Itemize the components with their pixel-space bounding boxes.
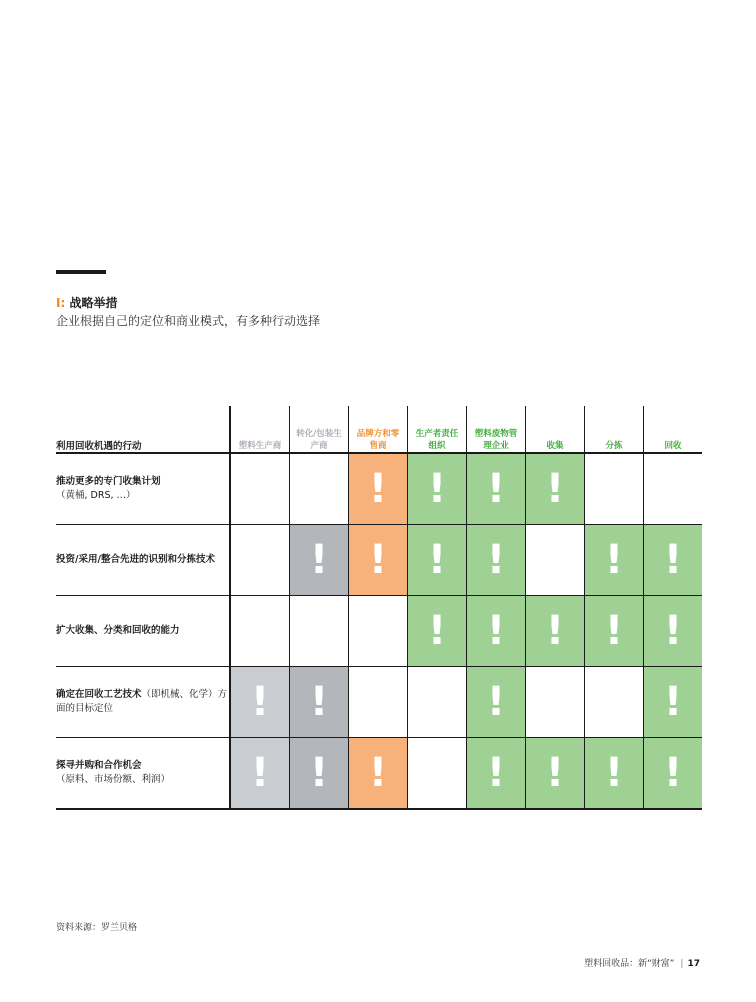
matrix-cell-marked: ! [585,738,644,810]
row-action-label: 投资/采用/整合先进的识别和分拣技术 [56,525,230,596]
section-number: I: [56,296,66,310]
matrix-cell-marked: ! [644,525,703,596]
section-title [56,294,117,311]
column-header: 回收 [644,406,703,453]
matrix-cell [585,453,644,525]
table-row [56,738,702,810]
matrix-cell-marked: ! [467,525,526,596]
matrix-cell-marked: ! [230,738,290,810]
row-action-label: 推动更多的专门收集计划 （黄桶, DRS, …） [56,453,230,525]
matrix-cell-marked: ! [290,738,349,810]
accent-bar [56,270,106,274]
matrix-cell-marked: ! [644,667,703,738]
matrix-cell-marked: ! [349,453,408,525]
section-subtitle: 企业根据自己的定位和商业模式，有多种行动选择 [56,314,321,328]
matrix-cell-marked: ! [467,453,526,525]
matrix-cell-marked: ! [644,596,703,667]
footer-title: 塑料回收品：新“财富” [584,959,675,969]
matrix-cell-marked: ! [349,738,408,810]
matrix-cell [349,596,408,667]
matrix-cell-marked: ! [526,453,585,525]
table-body [56,453,702,809]
column-header: 生产者责任 组织 [408,406,467,453]
matrix-cell [230,525,290,596]
section-title-text: 战略举措 [69,296,118,310]
matrix-cell [526,667,585,738]
matrix-cell-marked: ! [585,525,644,596]
matrix-cell-marked: ! [349,525,408,596]
matrix-cell [230,596,290,667]
table-header-row [56,406,702,453]
matrix-cell [230,453,290,525]
matrix-cell-marked: ! [585,596,644,667]
page-number: 17 [687,959,700,969]
matrix-cell [349,667,408,738]
action-column-header: 利用回收机遇的行动 [56,406,230,453]
matrix-cell-marked: ! [526,596,585,667]
column-header: 品牌方和零 售商 [349,406,408,453]
matrix-cell-marked: ! [467,667,526,738]
column-header: 塑料废物管 理企业 [467,406,526,453]
matrix-cell-marked: ! [526,738,585,810]
source-note: 资料来源：罗兰贝格 [56,923,138,933]
matrix-cell-marked: ! [408,596,467,667]
action-matrix-table [56,406,702,810]
row-action-label: 扩大收集、分类和回收的能力 [56,596,230,667]
matrix-cell-marked: ! [467,596,526,667]
column-header: 转化/包装生 产商 [290,406,349,453]
matrix-cell-marked: ! [408,525,467,596]
matrix-cell-marked: ! [230,667,290,738]
matrix-cell-marked: ! [644,738,703,810]
table-row [56,596,702,667]
matrix-cell [408,738,467,810]
table-row [56,453,702,525]
matrix-cell [526,525,585,596]
page-footer: 塑料回收品：新“财富” | 17 [584,959,700,969]
matrix-cell-marked: ! [290,525,349,596]
matrix-cell [290,453,349,525]
table-row [56,667,702,738]
column-header: 收集 [526,406,585,453]
column-header: 分拣 [585,406,644,453]
matrix-cell-marked: ! [290,667,349,738]
matrix-cell-marked: ! [408,453,467,525]
row-action-label: 确定在回收工艺技术（即机械、化学）方面的目标定位 [56,667,230,738]
table-row [56,525,702,596]
row-action-label: 探寻并购和合作机会 （原料、市场份额、利润） [56,738,230,810]
matrix-cell-marked: ! [467,738,526,810]
matrix-cell [585,667,644,738]
matrix-cell [290,596,349,667]
matrix-cell [408,667,467,738]
column-header: 塑料生产商 [230,406,290,453]
matrix-cell [644,453,703,525]
